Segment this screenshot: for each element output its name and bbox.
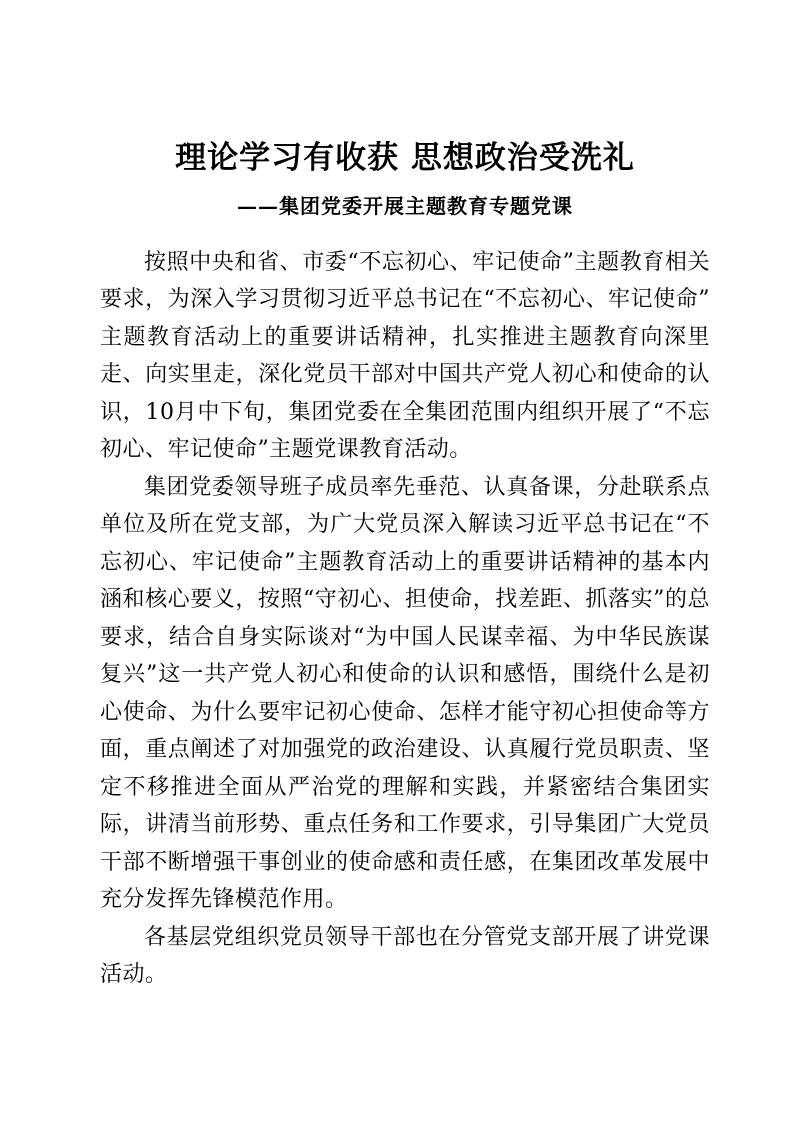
document-title: 理论学习有收获 思想政治受洗礼 [175, 140, 635, 176]
document-body [100, 244, 710, 994]
paragraph: 各基层党组织党员领导干部也在分管党支部开展了讲党课活动。 [100, 924, 710, 988]
paragraph: 集团党委领导班子成员率先垂范、认真备课，分赴联系点单位及所在党支部，为广大党员深入解读习近平总书记在“不忘初心、牢记使命”主题教育活动上的重要讲话精神的基本内涵和核心要义，按照“守初心、担使命，找差距、抓落实”的总要求，结合自身实际谈对“为中国人民谋幸福、为中华民族谋复兴”这一共产党人初心和使命的认识和感悟，围绕什么是初心使命、为什么要牢记初心使命、怎样才能守初心担使命等方面，重点阐述了对加强党的政治建设、认真履行党员职责、坚定不移推进全面从严治党的理解和实践，并紧密结合集团实际，讲清当前形势、重点任务和工作要求，引导集团广大党员干部不断增强干事创业的使命感和责任感，在集团改革发展中充分发挥先锋模范作用。 [100, 474, 710, 913]
document-subtitle: ——集团党委开展主题教育专题党课 [237, 193, 573, 218]
paragraph: 按照中央和省、市委“不忘初心、牢记使命”主题教育相关要求，为深入学习贯彻习近平总书记在“不忘初心、牢记使命”主题教育活动上的重要讲话精神，扎实推进主题教育向深里走、向实里走，深化党员干部对中国共产党人初心和使命的认识，10月中下旬，集团党委在全集团范围内组织开展了“不忘初心、牢记使命”主题党课教育活动。 [100, 249, 710, 463]
